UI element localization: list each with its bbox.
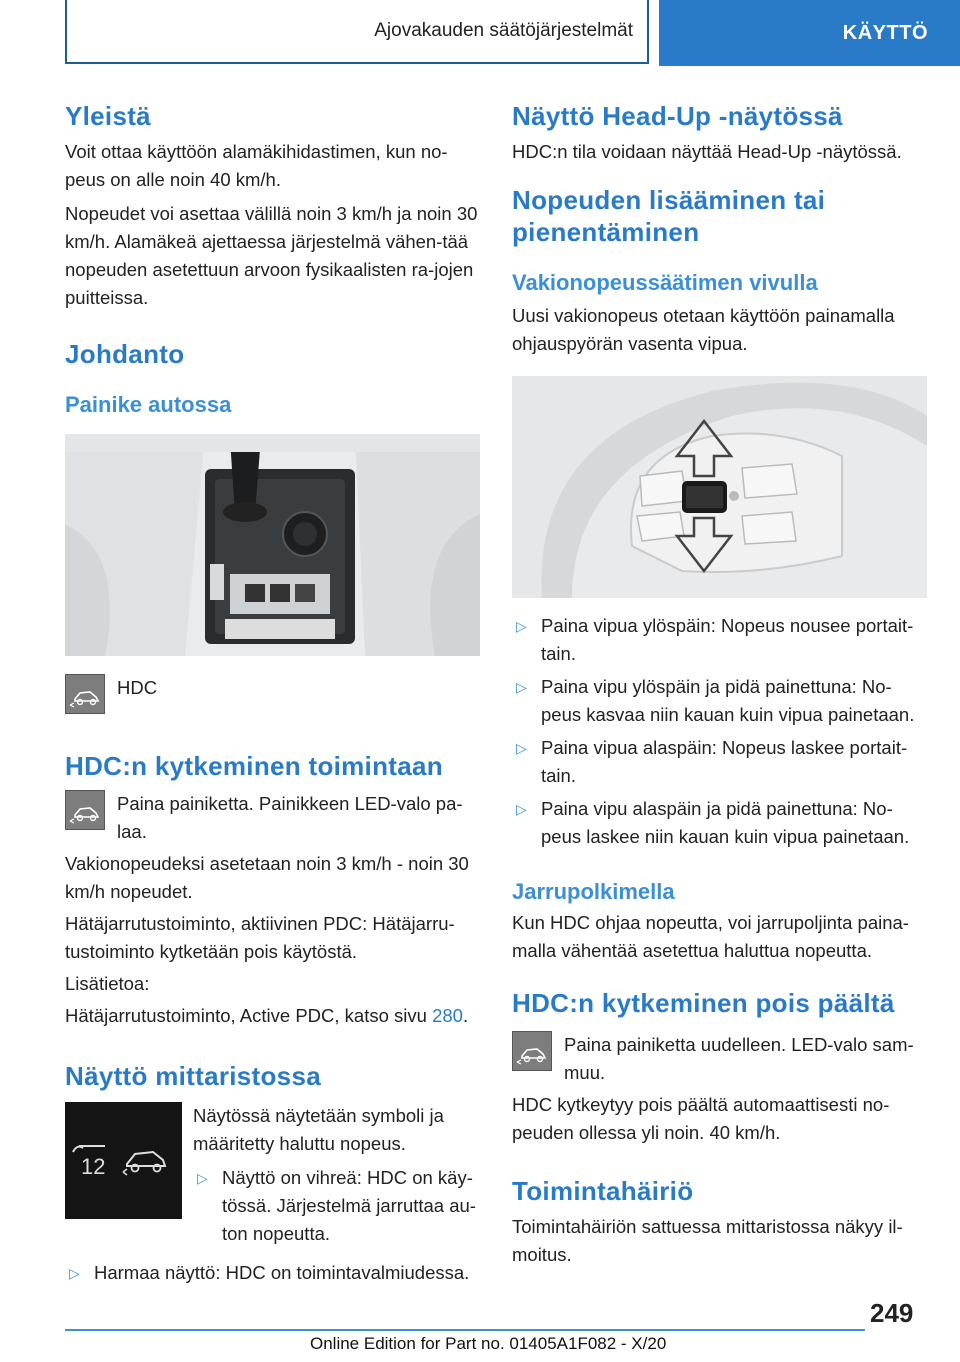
heading-pois-paalta: HDC:n kytkeminen pois päältä <box>512 988 895 1018</box>
triangle-bullet-icon: ▷ <box>516 618 527 634</box>
hdc-label: HDC <box>117 677 158 698</box>
heading-painike-autossa: Painike autossa <box>65 392 232 417</box>
hdc-button-icon <box>65 674 105 714</box>
triangle-bullet-icon: ▷ <box>69 1265 80 1281</box>
vivulla-bullets <box>512 612 930 851</box>
chapter-title: KÄYTTÖ <box>842 21 928 44</box>
heading-headup: Näyttö Head-Up -näytössä <box>512 101 843 131</box>
kytkeminen-paragraph-3: Hätäjarrutustoiminto, aktiivinen PDC: Hätäjarru-tustoiminto kytketään pois käytöstä. <box>65 913 455 962</box>
hdc-button-icon <box>65 790 105 830</box>
heading-johdanto: Johdanto <box>65 339 185 369</box>
footer-divider <box>65 1329 865 1331</box>
list-item: ▷ Näyttö on vihreä: HDC on käy-tössä. Järjestelmä jarruttaa au-ton nopeutta. <box>193 1164 483 1248</box>
section-title: Ajovakauden säätöjärjestelmät <box>374 20 633 41</box>
right-column <box>512 100 930 1269</box>
headup-paragraph-1: HDC:n tila voidaan näyttää Head-Up -näytössä. <box>512 141 902 162</box>
heading-vivulla: Vakionopeussäätimen vivulla <box>512 270 818 295</box>
list-item: ▷ Paina vipu alaspäin ja pidä painettuna: No-peus laskee niin kauan kuin vipua painetaan. <box>512 795 930 851</box>
pois-paragraph-1: Paina painiketta uudelleen. LED-valo sam-muu. <box>564 1034 914 1083</box>
page-reference-link[interactable]: 280 <box>432 1005 463 1026</box>
lisatietoa-label: Lisätietoa: <box>65 973 150 994</box>
mittaristo-bullets-inner <box>193 1164 483 1248</box>
header-section-tab <box>65 0 649 64</box>
heading-toimintahairio: Toimintahäiriö <box>512 1176 694 1206</box>
left-column <box>65 100 483 1292</box>
jarru-paragraph-1: Kun HDC ohjaa nopeutta, voi jarrupoljinta paina-malla vähentää asetettua haluttua nopeutta. <box>512 912 909 961</box>
heading-kytkeminen: HDC:n kytkeminen toimintaan <box>65 751 443 781</box>
kytkeminen-instruction <box>65 790 483 846</box>
list-item: ▷ Paina vipua alaspäin: Nopeus laskee portait-tain. <box>512 734 930 790</box>
mittaristo-block <box>65 1102 483 1253</box>
triangle-bullet-icon: ▷ <box>197 1170 208 1186</box>
hairio-paragraph-1: Toimintahäiriön sattuessa mittaristossa näkyy il-moitus. <box>512 1216 903 1265</box>
list-item: ▷ Harmaa näyttö: HDC on toimintavalmiudessa. <box>65 1259 483 1287</box>
reference-paragraph: Hätäjarrutustoiminto, Active PDC, katso sivu 280. <box>65 1005 469 1026</box>
steering-wheel-lever-photo <box>512 376 927 598</box>
heading-nopeus: Nopeuden lisääminen tai pienentäminen <box>512 185 826 247</box>
hdc-button-icon <box>512 1031 552 1071</box>
center-console-photo <box>65 434 480 656</box>
kytkeminen-paragraph-2: Vakionopeudeksi asetetaan noin 3 km/h - noin 30 km/h nopeudet. <box>65 853 469 902</box>
triangle-bullet-icon: ▷ <box>516 679 527 695</box>
header-chapter-tab <box>659 0 960 66</box>
hdc-button-legend <box>65 674 483 714</box>
mittaristo-bullets-outer <box>65 1259 483 1287</box>
edition-footer: Online Edition for Part no. 01405A1F082 - X/20 <box>310 1334 667 1353</box>
yleista-paragraph-1: Voit ottaa käyttöön alamäkihidastimen, kun no-peus on alle noin 40 km/h. <box>65 141 448 190</box>
pois-instruction <box>512 1031 930 1087</box>
list-item: ▷ Paina vipu ylöspäin ja pidä painettuna: No-peus kasvaa niin kauan kuin vipua painetaan. <box>512 673 930 729</box>
list-item: ▷ Paina vipua ylöspäin: Nopeus nousee portait-tain. <box>512 612 930 668</box>
vivulla-paragraph-1: Uusi vakionopeus otetaan käyttöön painamalla ohjauspyörän vasenta vipua. <box>512 305 895 354</box>
pois-paragraph-2: HDC kytkeytyy pois päältä automaattisesti no-peuden ollessa yli noin. 40 km/h. <box>512 1094 890 1143</box>
heading-jarrupolkimella: Jarrupolkimella <box>512 879 675 904</box>
cluster-speed-value: 12 <box>81 1154 106 1179</box>
heading-mittaristo: Näyttö mittaristossa <box>65 1061 321 1091</box>
instrument-cluster-image <box>65 1102 182 1219</box>
page-number: 249 <box>870 1298 914 1328</box>
mittaristo-paragraph-1: Näytössä näytetään symboli ja määritetty haluttu nopeus. <box>193 1105 444 1154</box>
yleista-paragraph-2: Nopeudet voi asettaa välillä noin 3 km/h ja noin 30 km/h. Alamäkeä ajettaessa järjestelmä vähen-tää nopeuden asetettuun arvoon fysikaalisten ra-jojen puitteissa. <box>65 203 478 308</box>
triangle-bullet-icon: ▷ <box>516 801 527 817</box>
heading-yleista: Yleistä <box>65 101 151 131</box>
kytkeminen-paragraph-1: Paina painiketta. Painikkeen LED-valo pa-laa. <box>117 793 463 842</box>
triangle-bullet-icon: ▷ <box>516 740 527 756</box>
